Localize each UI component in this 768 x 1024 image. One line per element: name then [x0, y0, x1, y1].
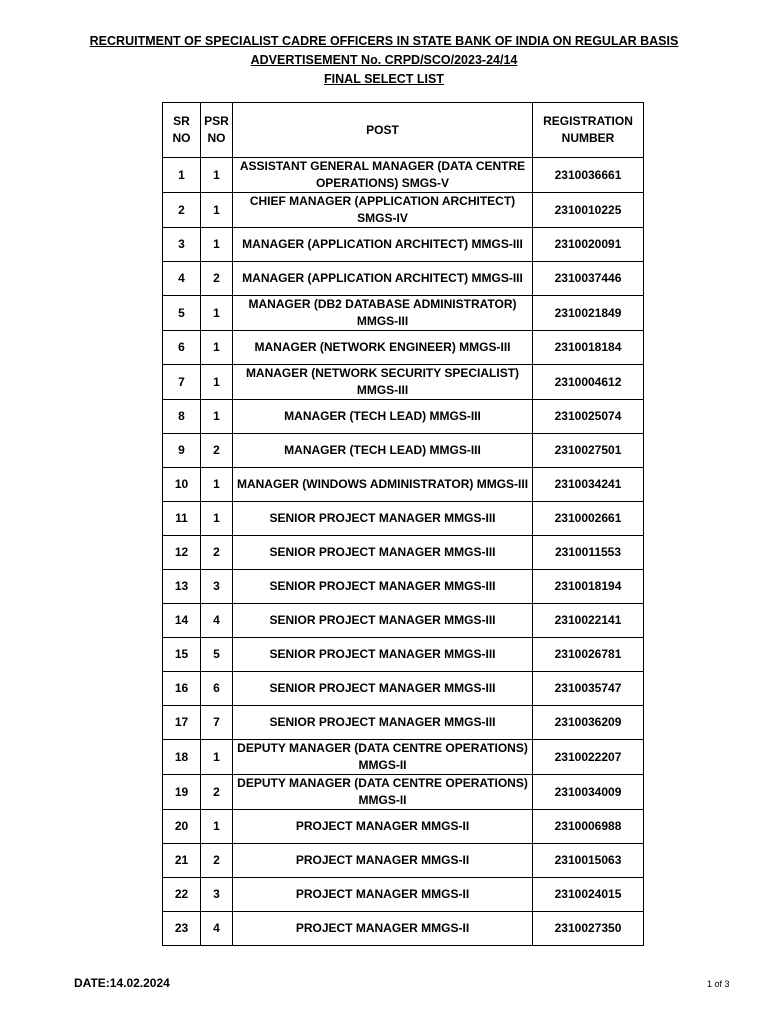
table-row [163, 604, 644, 638]
cell-registration-number: 2310022141 [533, 604, 644, 638]
cell-post: PROJECT MANAGER MMGS-II [233, 810, 533, 844]
cell-psr-no: 7 [201, 706, 233, 740]
cell-registration-number: 2310010225 [533, 193, 644, 228]
cell-sr-no: 9 [163, 434, 201, 468]
cell-registration-number: 2310021849 [533, 296, 644, 331]
cell-post: SENIOR PROJECT MANAGER MMGS-III [233, 570, 533, 604]
cell-psr-no: 2 [201, 775, 233, 810]
cell-registration-number: 2310037446 [533, 262, 644, 296]
cell-sr-no: 12 [163, 536, 201, 570]
cell-sr-no: 17 [163, 706, 201, 740]
cell-registration-number: 2310027350 [533, 912, 644, 946]
cell-registration-number: 2310025074 [533, 400, 644, 434]
cell-registration-number: 2310020091 [533, 228, 644, 262]
table-header-row [163, 103, 644, 158]
table-row [163, 331, 644, 365]
table-row [163, 262, 644, 296]
cell-post: MANAGER (DB2 DATABASE ADMINISTRATOR) MMGS-III [233, 296, 533, 331]
cell-sr-no: 4 [163, 262, 201, 296]
cell-registration-number: 2310011553 [533, 536, 644, 570]
cell-psr-no: 2 [201, 262, 233, 296]
cell-psr-no: 1 [201, 331, 233, 365]
cell-registration-number: 2310034241 [533, 468, 644, 502]
cell-post: DEPUTY MANAGER (DATA CENTRE OPERATIONS) MMGS-II [233, 775, 533, 810]
cell-registration-number: 2310036209 [533, 706, 644, 740]
cell-sr-no: 5 [163, 296, 201, 331]
cell-sr-no: 16 [163, 672, 201, 706]
table-row [163, 844, 644, 878]
cell-psr-no: 3 [201, 570, 233, 604]
table-row [163, 775, 644, 810]
cell-psr-no: 1 [201, 158, 233, 193]
cell-sr-no: 22 [163, 878, 201, 912]
cell-sr-no: 20 [163, 810, 201, 844]
cell-post: MANAGER (WINDOWS ADMINISTRATOR) MMGS-III [233, 468, 533, 502]
final-select-table [162, 102, 644, 946]
cell-registration-number: 2310036661 [533, 158, 644, 193]
cell-post: MANAGER (TECH LEAD) MMGS-III [233, 400, 533, 434]
cell-sr-no: 3 [163, 228, 201, 262]
cell-sr-no: 18 [163, 740, 201, 775]
cell-sr-no: 13 [163, 570, 201, 604]
cell-registration-number: 2310034009 [533, 775, 644, 810]
cell-psr-no: 5 [201, 638, 233, 672]
table-row [163, 502, 644, 536]
table-row [163, 740, 644, 775]
table-row [163, 434, 644, 468]
cell-psr-no: 1 [201, 810, 233, 844]
cell-psr-no: 4 [201, 604, 233, 638]
cell-registration-number: 2310015063 [533, 844, 644, 878]
cell-registration-number: 2310026781 [533, 638, 644, 672]
cell-sr-no: 1 [163, 158, 201, 193]
col-header-registration-number: REGISTRATION NUMBER [533, 103, 644, 158]
table-row [163, 672, 644, 706]
cell-sr-no: 2 [163, 193, 201, 228]
cell-post: CHIEF MANAGER (APPLICATION ARCHITECT) SMGS-IV [233, 193, 533, 228]
cell-post: DEPUTY MANAGER (DATA CENTRE OPERATIONS) MMGS-II [233, 740, 533, 775]
cell-post: SENIOR PROJECT MANAGER MMGS-III [233, 604, 533, 638]
table-row [163, 193, 644, 228]
cell-sr-no: 15 [163, 638, 201, 672]
col-header-psr-no: PSR NO [201, 103, 233, 158]
cell-sr-no: 6 [163, 331, 201, 365]
cell-registration-number: 2310027501 [533, 434, 644, 468]
cell-post: ASSISTANT GENERAL MANAGER (DATA CENTRE OPERATIONS) SMGS-V [233, 158, 533, 193]
cell-post: MANAGER (NETWORK ENGINEER) MMGS-III [233, 331, 533, 365]
cell-registration-number: 2310018184 [533, 331, 644, 365]
col-header-sr-no: SR NO [163, 103, 201, 158]
cell-psr-no: 1 [201, 740, 233, 775]
table-row [163, 570, 644, 604]
cell-sr-no: 11 [163, 502, 201, 536]
cell-psr-no: 1 [201, 468, 233, 502]
table-row [163, 706, 644, 740]
table-row [163, 228, 644, 262]
cell-registration-number: 2310004612 [533, 365, 644, 400]
page-number: 1 of 3 [707, 979, 730, 989]
cell-sr-no: 19 [163, 775, 201, 810]
cell-psr-no: 1 [201, 228, 233, 262]
cell-registration-number: 2310006988 [533, 810, 644, 844]
cell-sr-no: 10 [163, 468, 201, 502]
cell-registration-number: 2310018194 [533, 570, 644, 604]
cell-post: PROJECT MANAGER MMGS-II [233, 878, 533, 912]
cell-psr-no: 1 [201, 502, 233, 536]
advertisement-number: ADVERTISEMENT No. CRPD/SCO/2023-24/14 [250, 53, 518, 67]
cell-sr-no: 14 [163, 604, 201, 638]
cell-sr-no: 21 [163, 844, 201, 878]
table-row [163, 365, 644, 400]
cell-post: MANAGER (TECH LEAD) MMGS-III [233, 434, 533, 468]
cell-post: MANAGER (APPLICATION ARCHITECT) MMGS-III [233, 228, 533, 262]
cell-registration-number: 2310002661 [533, 502, 644, 536]
cell-sr-no: 23 [163, 912, 201, 946]
cell-registration-number: 2310024015 [533, 878, 644, 912]
cell-post: PROJECT MANAGER MMGS-II [233, 844, 533, 878]
table-row [163, 468, 644, 502]
cell-post: SENIOR PROJECT MANAGER MMGS-III [233, 536, 533, 570]
cell-sr-no: 7 [163, 365, 201, 400]
table-row [163, 536, 644, 570]
cell-post: SENIOR PROJECT MANAGER MMGS-III [233, 672, 533, 706]
cell-post: MANAGER (APPLICATION ARCHITECT) MMGS-III [233, 262, 533, 296]
table-row [163, 158, 644, 193]
col-header-post: POST [233, 103, 533, 158]
list-title: FINAL SELECT LIST [324, 72, 444, 86]
cell-psr-no: 1 [201, 400, 233, 434]
cell-registration-number: 2310022207 [533, 740, 644, 775]
cell-psr-no: 3 [201, 878, 233, 912]
cell-psr-no: 1 [201, 193, 233, 228]
cell-post: SENIOR PROJECT MANAGER MMGS-III [233, 638, 533, 672]
table-row [163, 296, 644, 331]
cell-post: MANAGER (NETWORK SECURITY SPECIALIST) MMGS-III [233, 365, 533, 400]
cell-psr-no: 2 [201, 536, 233, 570]
cell-psr-no: 6 [201, 672, 233, 706]
table-row [163, 810, 644, 844]
table-row [163, 638, 644, 672]
cell-registration-number: 2310035747 [533, 672, 644, 706]
cell-psr-no: 1 [201, 296, 233, 331]
table-row [163, 912, 644, 946]
cell-post: SENIOR PROJECT MANAGER MMGS-III [233, 502, 533, 536]
table-row [163, 400, 644, 434]
cell-post: PROJECT MANAGER MMGS-II [233, 912, 533, 946]
table-body [163, 158, 644, 946]
cell-psr-no: 2 [201, 434, 233, 468]
cell-sr-no: 8 [163, 400, 201, 434]
cell-post: SENIOR PROJECT MANAGER MMGS-III [233, 706, 533, 740]
cell-psr-no: 4 [201, 912, 233, 946]
document-date: DATE:14.02.2024 [74, 976, 170, 990]
table-row [163, 878, 644, 912]
cell-psr-no: 1 [201, 365, 233, 400]
doc-title: RECRUITMENT OF SPECIALIST CADRE OFFICERS IN STATE BANK OF INDIA ON REGULAR BASIS [89, 34, 679, 48]
cell-psr-no: 2 [201, 844, 233, 878]
